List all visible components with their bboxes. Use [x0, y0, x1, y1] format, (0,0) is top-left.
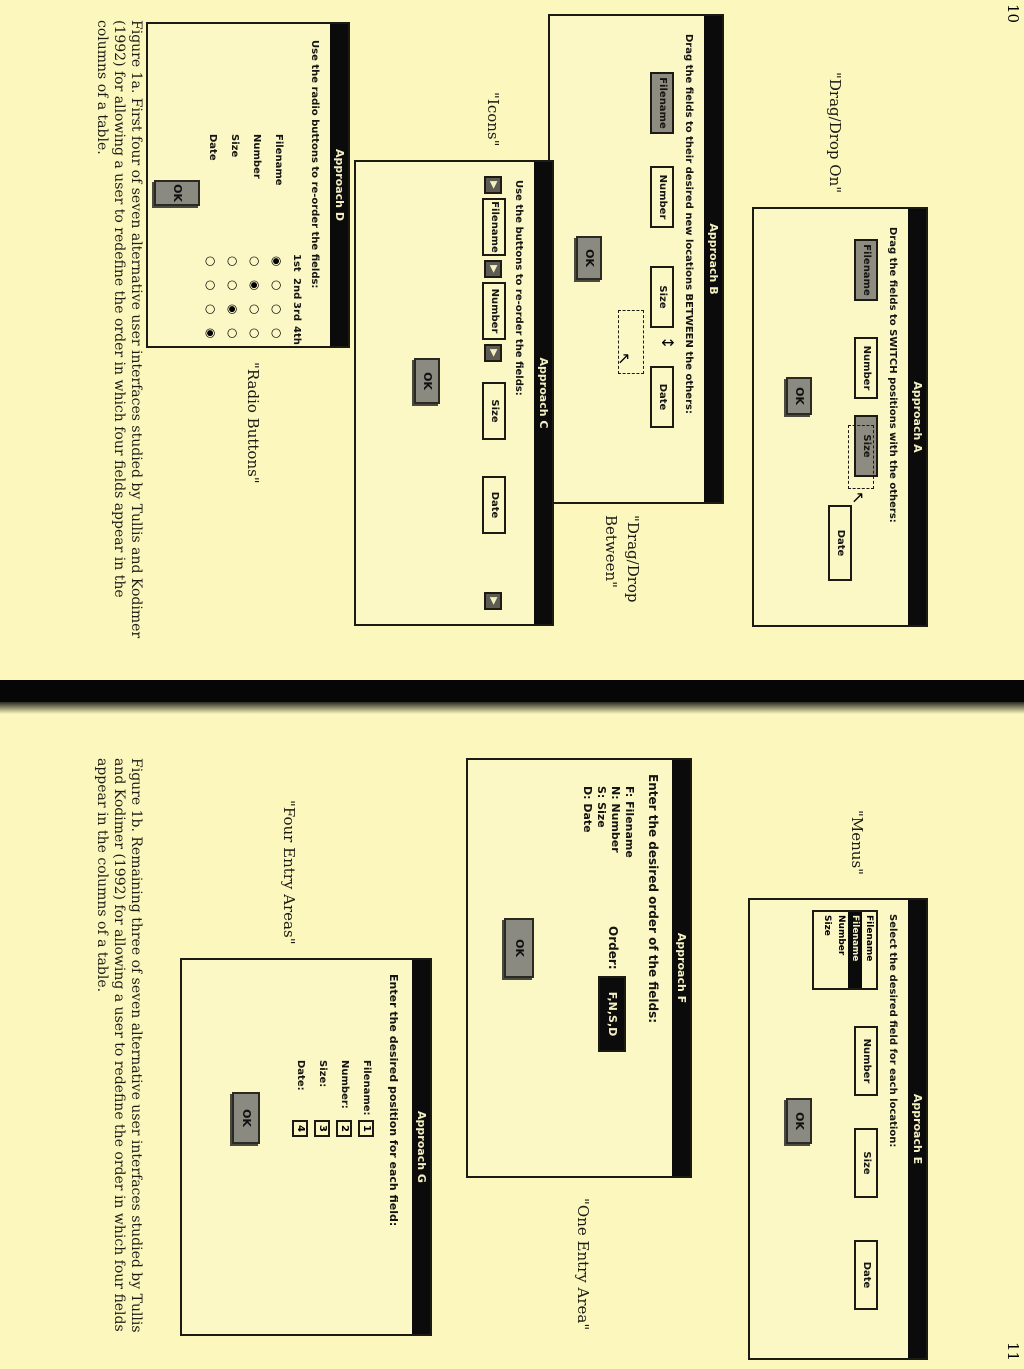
approach-e-ok-button[interactable]: OK	[786, 1098, 812, 1144]
g-label-number: Number:	[339, 1060, 350, 1109]
row-size: Size	[229, 134, 240, 158]
radio-button-icon[interactable]: ○	[204, 256, 218, 267]
g-label-size: Size:	[317, 1060, 328, 1088]
radio-button-icon[interactable]: ◉	[204, 328, 218, 339]
approach-b-field-size[interactable]: Size	[650, 266, 674, 328]
approach-e-instruction: Select the desired field for each location:	[887, 914, 898, 1148]
caption-one-entry-area: "One Entry Area"	[574, 1198, 592, 1331]
approach-a-title: Approach A	[908, 209, 926, 625]
approach-a-ok-button[interactable]: OK	[786, 377, 812, 415]
figure-1b-caption: Figure 1b. Remaining three of seven alternative user interfaces studied by Tullis and Kodimer (1992) for allowing a user to redefine the order in which four fields appear in the columns of a table.	[94, 758, 144, 1333]
g-input-number[interactable]: 2	[336, 1120, 352, 1137]
field-menu[interactable]	[812, 910, 878, 990]
approach-c-ok-button[interactable]: OK	[414, 358, 440, 404]
approach-a-field-date[interactable]: Date	[828, 505, 852, 581]
caption-drag-drop-on: "Drag/Drop On"	[826, 72, 844, 194]
radio-button-icon[interactable]: ◉	[270, 256, 284, 267]
approach-b-field-number[interactable]: Number	[650, 166, 674, 228]
approach-b-ok-button[interactable]: OK	[576, 236, 602, 280]
caption-menus: "Menus"	[848, 810, 866, 876]
approach-f-window	[466, 758, 692, 1178]
order-label: Order:	[606, 926, 620, 970]
page-number-left: 10	[1004, 4, 1022, 24]
move-arrow-icon[interactable]: ▶	[484, 592, 502, 610]
approach-a-field-number[interactable]: Number	[854, 337, 878, 399]
col-1st: 1st	[291, 254, 302, 272]
col-4th: 4th	[291, 326, 302, 345]
approach-e-title: Approach E	[908, 900, 926, 1358]
caption-four-entry-areas: "Four Entry Areas"	[280, 800, 298, 945]
approach-a-field-filename[interactable]: Filename	[854, 239, 878, 301]
approach-a-instruction: Drag the fields to SWITCH positions with the others:	[887, 227, 898, 523]
approach-g-window	[180, 958, 432, 1336]
gutter-shadow	[0, 702, 1024, 714]
approach-c-field-size: Size	[482, 382, 506, 440]
move-arrow-icon[interactable]: ▶	[484, 260, 502, 278]
row-filename: Filename	[273, 134, 284, 186]
approach-b-window	[548, 14, 724, 504]
insert-between-icon: ↕	[658, 336, 677, 350]
move-arrow-icon[interactable]: ▶	[484, 176, 502, 194]
approach-g-instruction: Enter the desired position for each field:	[387, 974, 400, 1227]
radio-button-icon[interactable]: ○	[248, 256, 262, 267]
caption-radio-buttons: "Radio Buttons"	[244, 362, 262, 484]
radio-button-icon[interactable]: ○	[270, 304, 284, 315]
legend-number: N: Number	[609, 786, 622, 853]
approach-d-window	[146, 22, 350, 348]
legend-size: S: Size	[595, 786, 608, 828]
approach-a-window	[752, 207, 928, 627]
menu-option[interactable]: Number	[836, 915, 846, 956]
approach-e-window	[748, 898, 928, 1360]
approach-e-slot-date[interactable]: Date	[854, 1240, 878, 1310]
approach-b-instruction: Drag the fields to their desired new locations BETWEEN the others:	[683, 34, 694, 414]
g-input-date[interactable]: 4	[292, 1120, 308, 1137]
approach-c-field-filename: Filename	[482, 198, 506, 256]
approach-g-ok-button[interactable]: OK	[232, 1092, 260, 1144]
g-input-filename[interactable]: 1	[358, 1120, 374, 1137]
approach-b-field-date[interactable]: Date	[650, 366, 674, 428]
approach-f-title: Approach F	[672, 760, 690, 1176]
menu-option[interactable]: Size	[822, 915, 832, 936]
approach-d-ok-button[interactable]: OK	[154, 180, 200, 206]
approach-b-field-filename[interactable]: Filename	[650, 72, 674, 134]
caption-icons: "Icons"	[484, 92, 502, 147]
radio-button-icon[interactable]: ◉	[248, 280, 262, 291]
approach-g-title: Approach G	[412, 960, 430, 1334]
radio-button-icon[interactable]: ○	[226, 280, 240, 291]
radio-button-icon[interactable]: ○	[248, 328, 262, 339]
caption-drag-drop-between: "Drag/Drop Between"	[602, 515, 642, 603]
row-number: Number	[251, 134, 262, 179]
legend-filename: F: Filename	[623, 786, 636, 858]
col-3rd: 3rd	[291, 302, 302, 322]
approach-d-title: Approach D	[330, 24, 348, 346]
approach-c-instruction: Use the buttons to re-order the fields:	[513, 180, 524, 396]
radio-button-icon[interactable]: ◉	[226, 304, 240, 315]
g-label-filename: Filename:	[361, 1060, 372, 1116]
approach-c-title: Approach C	[534, 162, 552, 624]
approach-d-instruction: Use the radio buttons to re-order the fields:	[309, 40, 320, 289]
approach-a-drag-outline	[848, 425, 874, 489]
row-date: Date	[207, 134, 218, 161]
col-2nd: 2nd	[291, 278, 302, 300]
figure-1a-caption: Figure 1a. First four of seven alternative user interfaces studied by Tullis and Kodimer (1992) for allowing a user to redefine the order in which four fields appear in the columns of a table.	[94, 20, 144, 639]
menu-option[interactable]: Filename	[864, 915, 874, 962]
pointer-icon: ↖	[849, 491, 868, 505]
book-gutter	[0, 680, 1024, 702]
approach-a-field-size[interactable]: Size	[854, 415, 878, 477]
radio-button-icon[interactable]: ○	[270, 280, 284, 291]
approach-b-title: Approach B	[704, 16, 722, 502]
approach-e-slot-size[interactable]: Size	[854, 1128, 878, 1198]
order-input[interactable]: F,N,S,D	[598, 976, 626, 1052]
radio-button-icon[interactable]: ○	[204, 304, 218, 315]
pointer-icon: ↖	[615, 352, 634, 366]
radio-button-icon[interactable]: ○	[226, 328, 240, 339]
legend-date: D: Date	[581, 786, 594, 833]
move-arrow-icon[interactable]: ▶	[484, 344, 502, 362]
g-input-size[interactable]: 3	[314, 1120, 330, 1137]
approach-f-ok-button[interactable]: OK	[504, 918, 534, 978]
approach-f-instruction: Enter the desired order of the fields:	[646, 774, 660, 1024]
page-number-right: 11	[1004, 1342, 1022, 1362]
approach-e-slot-number[interactable]: Number	[854, 1026, 878, 1096]
approach-c-field-date: Date	[482, 476, 506, 534]
menu-option[interactable]: Filename	[848, 912, 862, 988]
radio-button-icon[interactable]: ○	[248, 304, 262, 315]
radio-button-icon[interactable]: ○	[204, 280, 218, 291]
g-label-date: Date:	[295, 1060, 306, 1091]
approach-c-field-number: Number	[482, 282, 506, 340]
approach-c-window	[354, 160, 554, 626]
radio-button-icon[interactable]: ○	[226, 256, 240, 267]
radio-button-icon[interactable]: ○	[270, 328, 284, 339]
